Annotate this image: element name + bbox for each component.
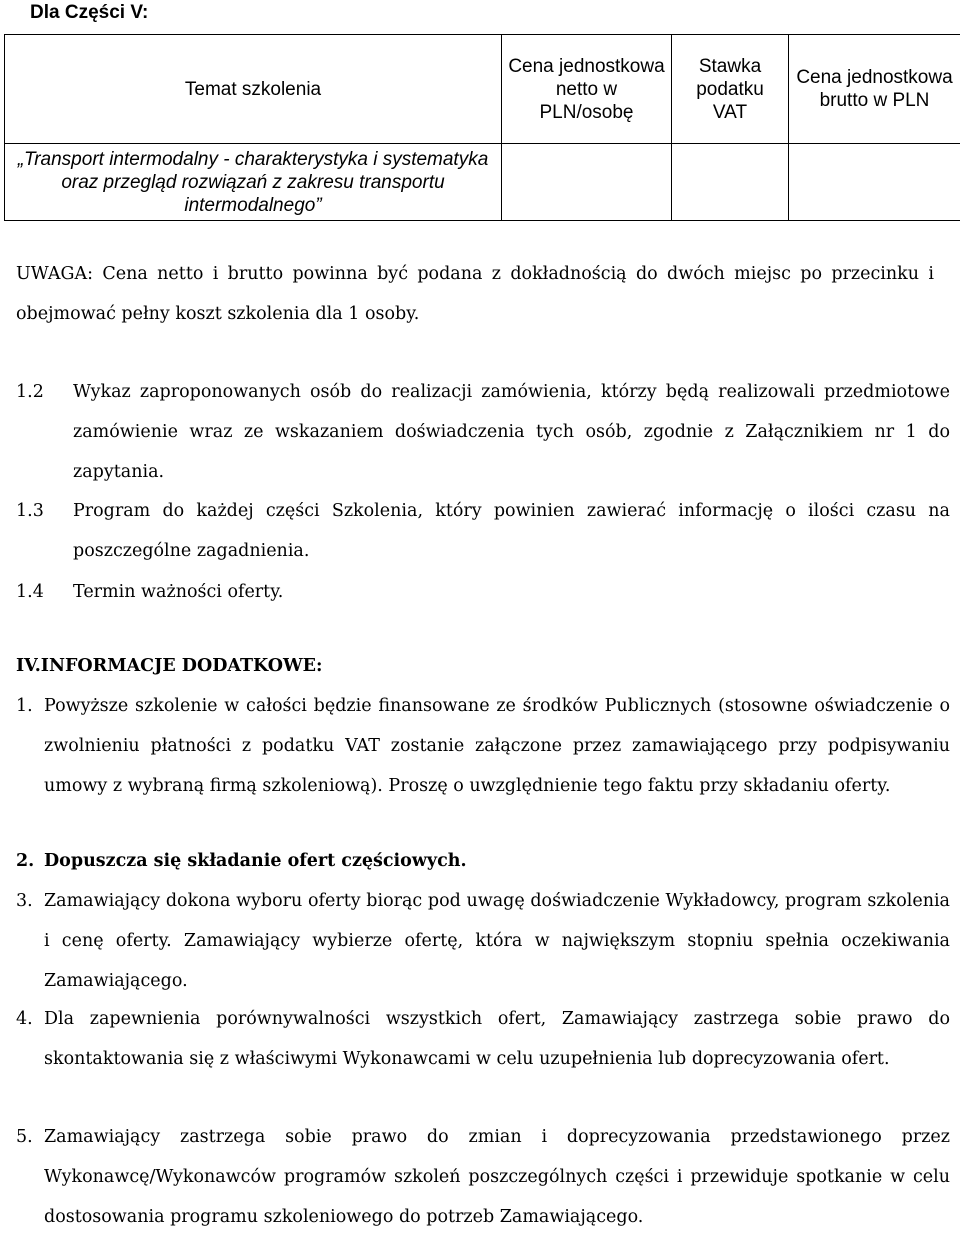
header-gross-price: Cena jednostkowa brutto w PLN xyxy=(789,35,960,144)
uwaga-note: UWAGA: Cena netto i brutto powinna być podana z dokładnością do dwóch miejsc po przecinku i obejmować pełny koszt szkolenia dla 1 osoby. xyxy=(16,254,934,334)
price-table xyxy=(4,34,960,221)
info-number: 4. xyxy=(16,999,44,1039)
info-item xyxy=(16,881,950,1001)
section-heading: Dla Części V: xyxy=(30,2,148,24)
item-text: Wykaz zaproponowanych osób do realizacji zamówienia, którzy będą realizowali przedmiotowe zamówienie wraz ze wskazaniem doświadczenia tych osób, zgodnie z Załącznikiem nr 1 do zapytania. xyxy=(73,382,950,482)
item-text: Program do każdej części Szkolenia, który powinien zawierać informację o ilości czasu na poszczególne zagadnienia. xyxy=(73,501,950,561)
list-item xyxy=(16,572,950,612)
gross-price-cell[interactable] xyxy=(789,144,960,221)
header-net-price: Cena jednostkowa netto w PLN/osobę xyxy=(502,35,672,144)
header-vat-rate: Stawka podatku VAT xyxy=(672,35,789,144)
table-header-row xyxy=(5,35,960,144)
list-item xyxy=(16,491,950,571)
info-item xyxy=(16,999,950,1079)
item-number: 1.3 xyxy=(16,491,73,531)
vat-rate-cell[interactable] xyxy=(672,144,789,221)
info-text: Zamawiający dokona wyboru oferty biorąc pod uwagę doświadczenie Wykładowcy, program szkolenia i cenę oferty. Zamawiający wybierze ofertę, która w największym stopniu spełnia oczekiwania Zamawiającego. xyxy=(44,891,950,991)
item-number: 1.4 xyxy=(16,572,73,612)
section-title: IV.INFORMACJE DODATKOWE: xyxy=(16,646,616,686)
info-number: 5. xyxy=(16,1117,44,1157)
info-text: Powyższe szkolenie w całości będzie finansowane ze środków Publicznych (stosowne oświadczenie o zwolnieniu płatności z podatku VAT zostanie załączone przez zamawiającego przy podpisywaniu umowy z wybraną firmą szkoleniową). Proszę o uwzględnienie tego faktu przy składaniu oferty. xyxy=(44,696,950,796)
info-number: 1. xyxy=(16,686,44,726)
item-number: 1.2 xyxy=(16,372,73,412)
item-text: Termin ważności oferty. xyxy=(73,582,283,602)
training-topic: „Transport intermodalny - charakterystyka i systematyka oraz przegląd rozwiązań z zakresu transportu intermodalnego” xyxy=(5,144,502,221)
header-topic: Temat szkolenia xyxy=(5,35,502,144)
info-text: Dla zapewnienia porównywalności wszystkich ofert, Zamawiający zastrzega sobie prawo do skontaktowania się z właściwymi Wykonawcami w celu uzupełnienia lub doprecyzowania ofert. xyxy=(44,1009,950,1069)
info-text: Dopuszcza się składanie ofert częściowych. xyxy=(44,851,467,871)
info-number: 2. xyxy=(16,841,44,881)
info-item xyxy=(16,841,950,881)
net-price-cell[interactable] xyxy=(502,144,672,221)
info-text: Zamawiający zastrzega sobie prawo do zmian i doprecyzowania przedstawionego przez Wykonawcę/Wykonawców programów szkoleń poszczególnych części i przewiduje spotkanie w celu dostosowania programu szkoleniowego do potrzeb Zamawiającego. xyxy=(44,1127,950,1227)
info-number: 3. xyxy=(16,881,44,921)
info-item xyxy=(16,686,950,806)
info-item xyxy=(16,1117,950,1237)
table-row xyxy=(5,144,960,221)
list-item xyxy=(16,372,950,492)
